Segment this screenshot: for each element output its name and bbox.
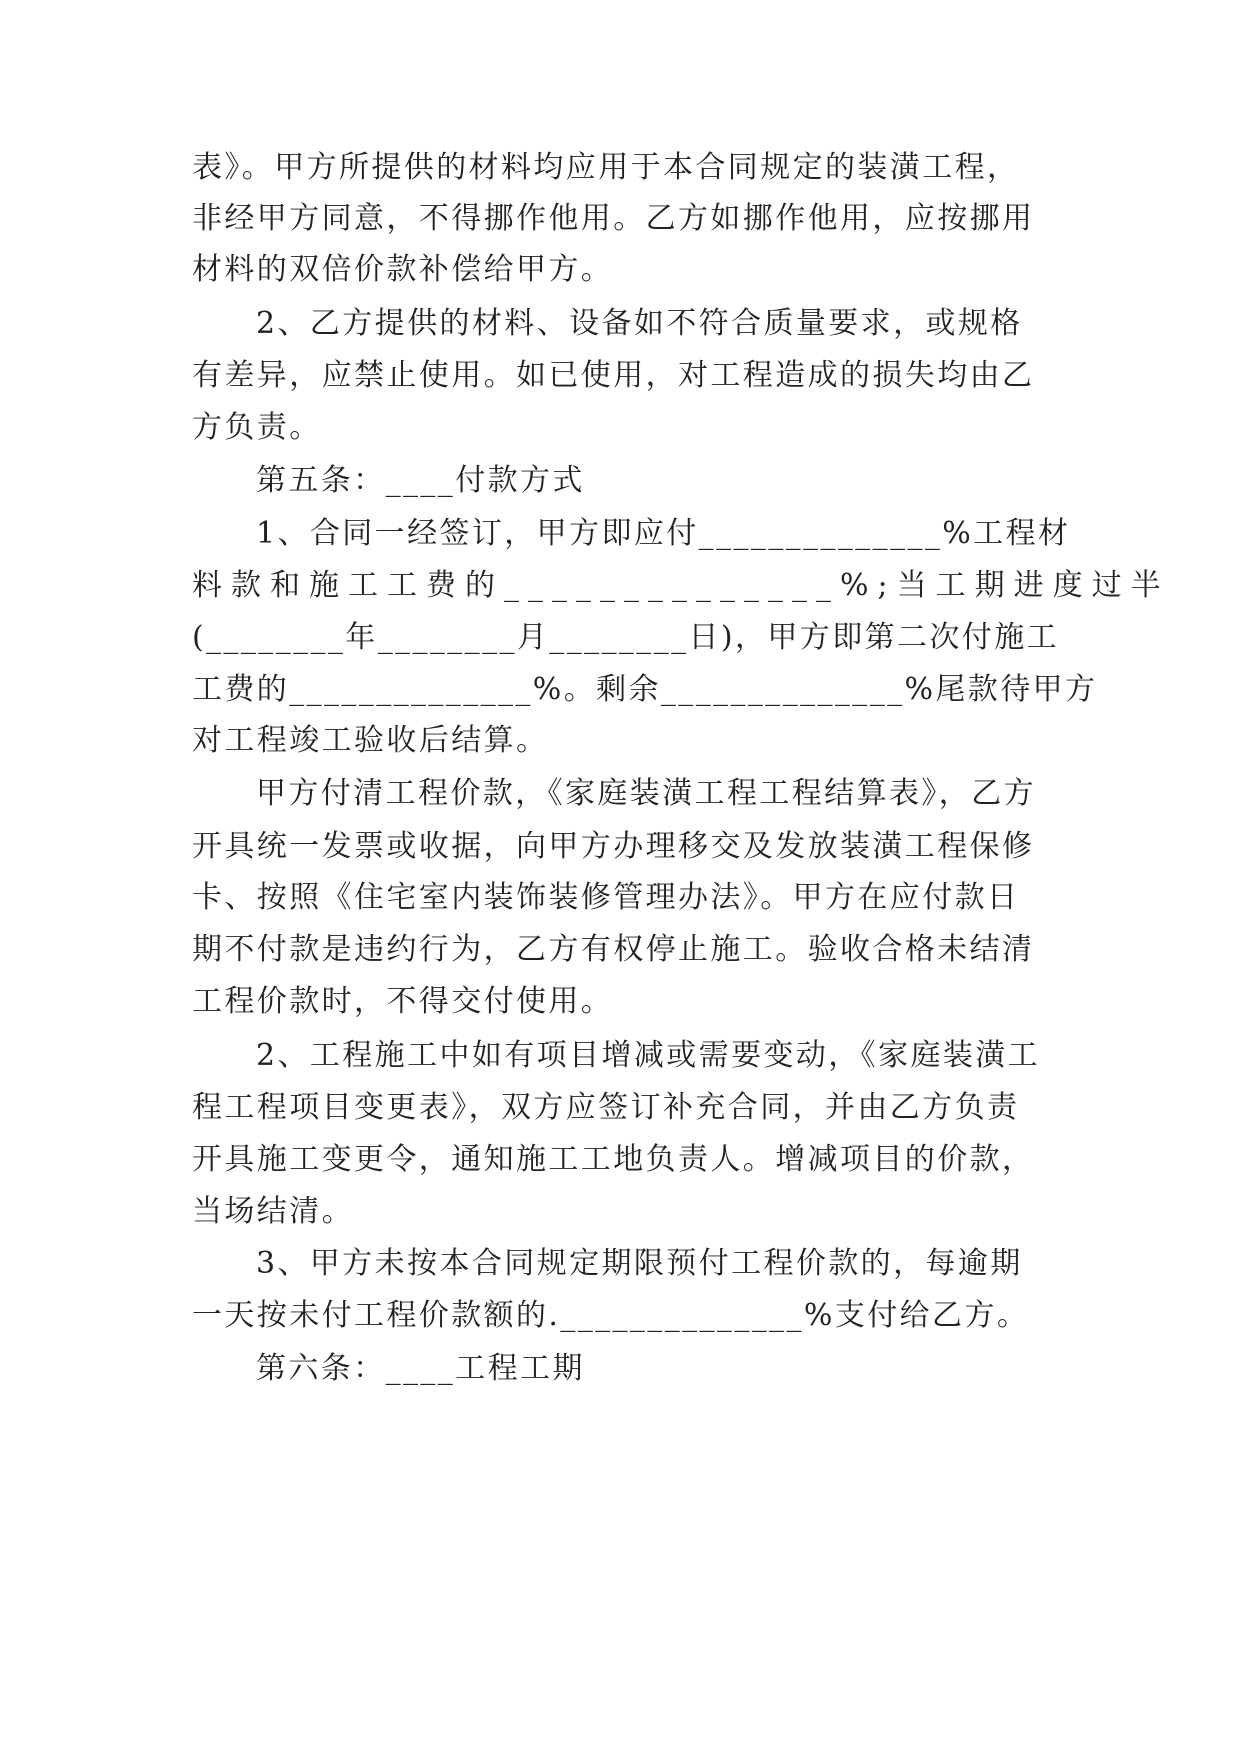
text-line: 材料的双倍价款补偿给甲方。 <box>192 252 614 287</box>
text-line: 卡、按照《住宅室内装饰装修管理办法》。甲方在应付款日 <box>192 880 1020 915</box>
text-line: 对工程竣工验收后结算。 <box>192 723 549 758</box>
text-line: 表》。甲方所提供的材料均应用于本合同规定的装潢工程， <box>192 150 1020 185</box>
text-line: 1、合同一经签订，甲方即应付______________%工程材 <box>256 516 1071 551</box>
text-line: 期不付款是违约行为，乙方有权停止施工。验收合格未结清 <box>192 932 1035 967</box>
text-line: 料款和施工工费的______________%;当工期进度过半 <box>192 568 1170 603</box>
text-line: 方负责。 <box>192 410 322 445</box>
text-line: 工程价款时，不得交付使用。 <box>192 984 614 1019</box>
text-line: 开具施工变更令，通知施工工地负责人。增减项目的价款， <box>192 1142 1035 1177</box>
text-line: 有差异，应禁止使用。如已使用，对工程造成的损失均由乙 <box>192 358 1035 393</box>
section-heading: 第六条：____工程工期 <box>256 1351 585 1386</box>
section-heading: 第五条：____付款方式 <box>256 463 585 498</box>
text-line: 甲方付清工程价款，《家庭装潢工程工程结算表》，乙方 <box>256 776 1036 811</box>
text-line: 2、工程施工中如有项目增减或需要变动，《家庭装潢工 <box>256 1038 1041 1073</box>
text-line: 当场结清。 <box>192 1194 354 1229</box>
text-line: 工费的______________%。剩余______________%尾款待甲方 <box>192 672 1098 707</box>
text-line: 程工程项目变更表》，双方应签订补充合同，并由乙方负责 <box>192 1090 1020 1125</box>
text-line: 3、甲方未按本合同规定期限预付工程价款的，每逾期 <box>256 1246 1023 1281</box>
text-line: (________年________月________日)，甲方即第二次付施工 <box>192 620 1060 655</box>
text-line: 开具统一发票或收据，向甲方办理移交及发放装潢工程保修 <box>192 829 1035 864</box>
text-line: 2、乙方提供的材料、设备如不符合质量要求，或规格 <box>256 306 1023 341</box>
text-line: 一天按未付工程价款额的.______________%支付给乙方。 <box>192 1298 1030 1333</box>
text-line: 非经甲方同意，不得挪作他用。乙方如挪作他用，应按挪用 <box>192 201 1035 236</box>
